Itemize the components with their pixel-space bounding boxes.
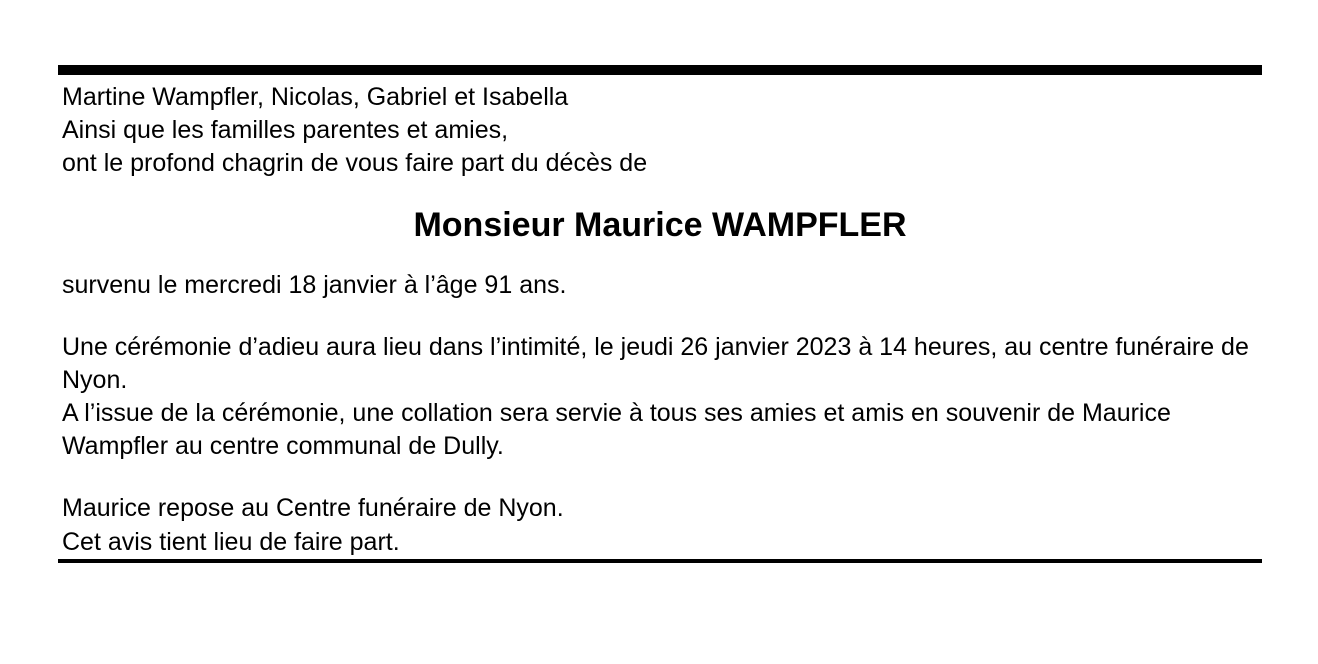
intro-block xyxy=(62,81,1262,180)
ceremony-block xyxy=(62,331,1262,463)
top-rule xyxy=(58,65,1262,75)
deceased-name: Monsieur Maurice WAMPFLER xyxy=(413,206,907,244)
bottom-rule xyxy=(58,559,1262,563)
intro-line-family: Martine Wampfler, Nicolas, Gabriel et Isabella xyxy=(62,83,569,111)
intro-line-relatives: Ainsi que les familles parentes et amies, xyxy=(62,116,509,144)
obituary-notice xyxy=(58,65,1262,563)
ceremony-details: Une cérémonie d’adieu aura lieu dans l’intimité, le jeudi 26 janvier 2023 à 14 heures, au centre funéraire de Nyon. xyxy=(62,333,1249,394)
collation-details: A l’issue de la cérémonie, une collation sera servie à tous ses amies et amis en souvenir de Maurice Wampfler au centre communal de Dully. xyxy=(62,399,1171,460)
notice-body xyxy=(58,81,1262,559)
intro-line-announcement: ont le profond chagrin de vous faire part du décès de xyxy=(62,149,648,177)
death-info: survenu le mercredi 18 janvier à l’âge 91 ans. xyxy=(62,271,567,299)
repose-info: Maurice repose au Centre funéraire de Nyon. xyxy=(62,494,564,522)
closing-block xyxy=(62,526,1262,559)
closing-text: Cet avis tient lieu de faire part. xyxy=(62,528,400,556)
